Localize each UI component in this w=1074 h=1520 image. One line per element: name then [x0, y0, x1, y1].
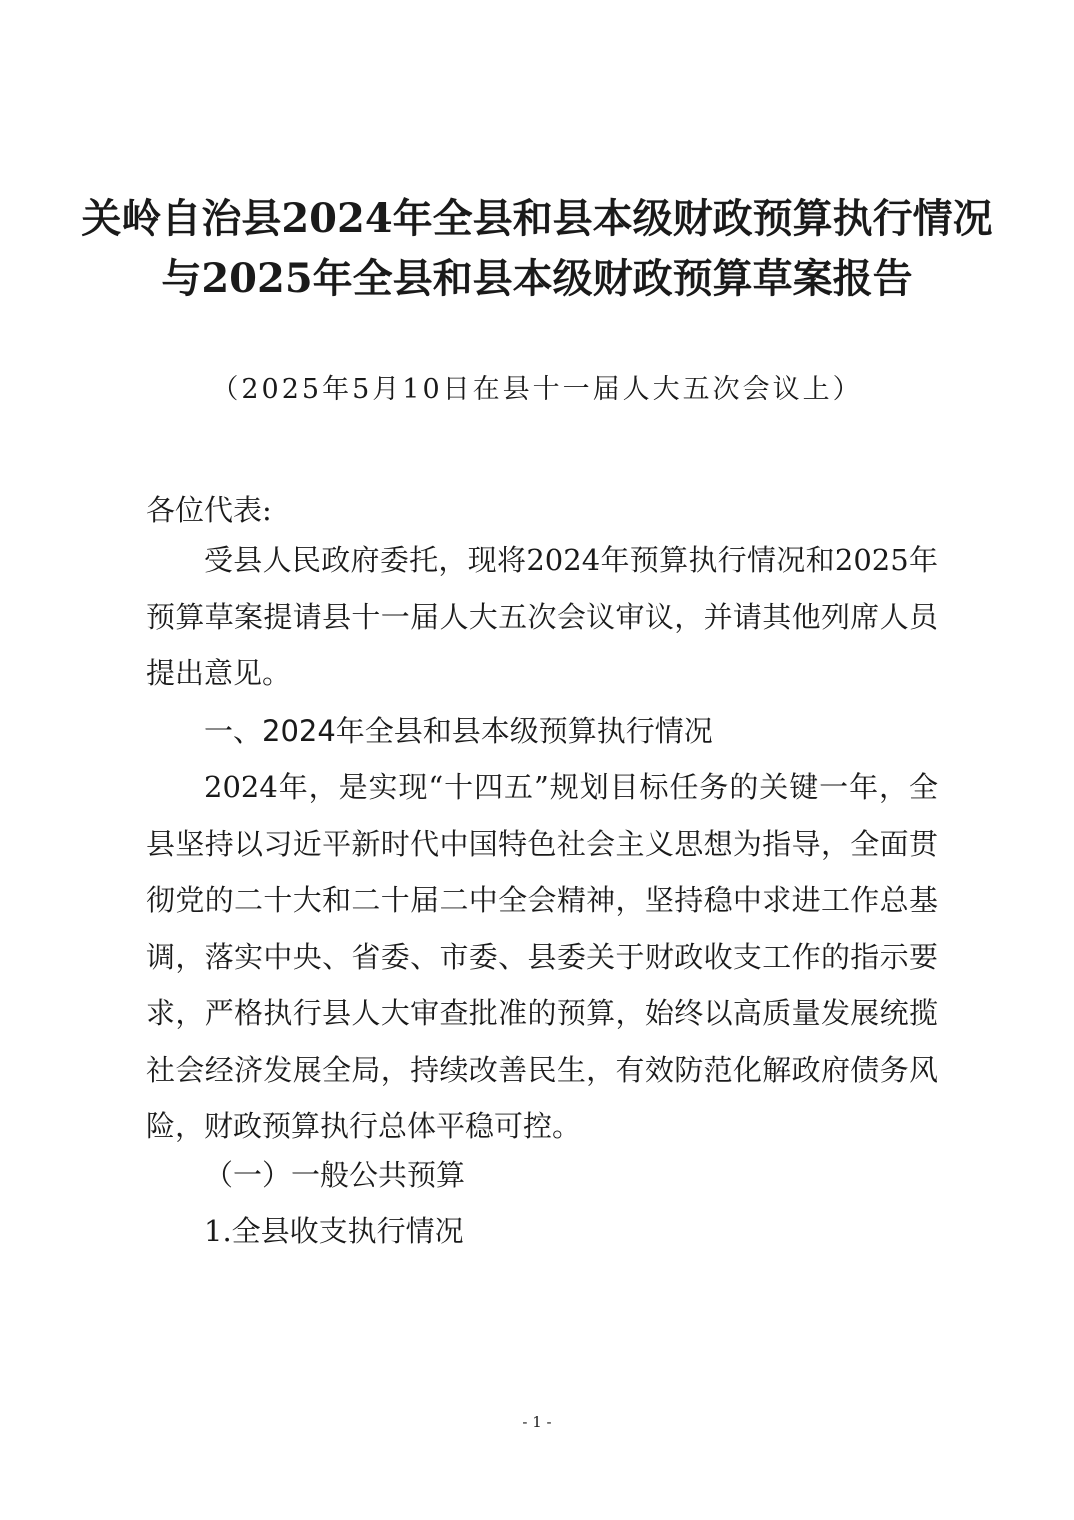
section-heading-1: 一、2024年全县和县本级预算执行情况: [204, 714, 713, 748]
document-title-line-2: 与2025年全县和县本级财政预算草案报告: [161, 255, 913, 302]
overview-paragraph: 2024年，是实现“十四五”规划目标任务的关键一年，全县坚持以习近平新时代中国特色社会主义思想为指导，全面贯彻党的二十大和二十届二中全会精神，坚持稳中求进工作总基调，落实中央、省委、市委、县委关于财政收支工作的指示要求，严格执行县人大审查批准的预算，始终以高质量发展统揽社会经济发展全局，持续改善民生，有效防范化解政府债务风险，财政预算执行总体平稳可控。: [146, 770, 938, 1143]
document-subtitle: （2025年5月10日在县十一届人大五次会议上）: [211, 374, 863, 405]
page-number: - 1 -: [522, 1413, 552, 1431]
salutation: 各位代表:: [146, 493, 272, 527]
subsection-heading: （一）一般公共预算: [204, 1158, 466, 1192]
intro-paragraph: 受县人民政府委托，现将2024年预算执行情况和2025年预算草案提请县十一届人大五次会议审议，并请其他列席人员提出意见。: [146, 543, 938, 690]
item-heading: 1.全县收支执行情况: [204, 1214, 464, 1248]
document-title-line-1: 关岭自治县2024年全县和县本级财政预算执行情况: [81, 195, 993, 242]
